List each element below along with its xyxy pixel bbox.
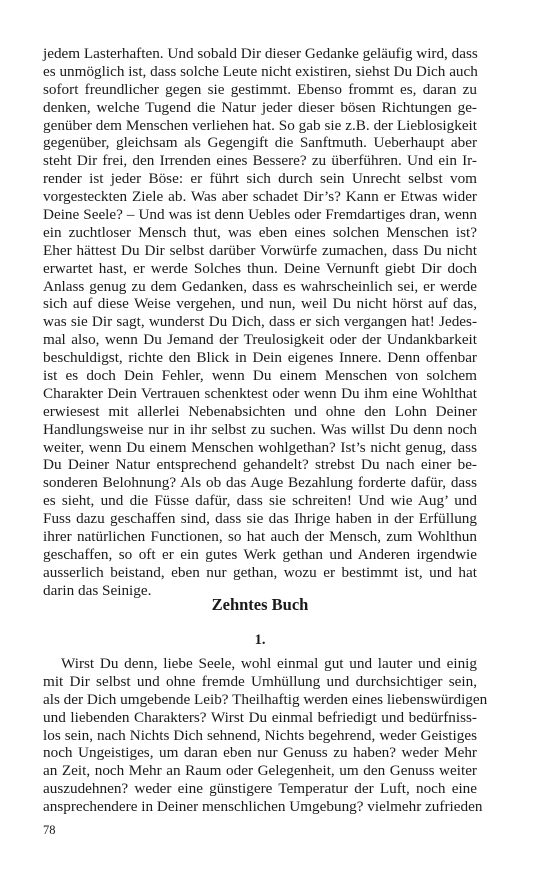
text-line: Fuss dazu geschaffen sind, dass sie das Ihrige haben in der Erfüllung: [43, 510, 477, 528]
text-line: und liebenden Charakters? Wirst Du einmal befriedigt und bedürfniss-: [43, 708, 477, 726]
section-paragraph: [43, 655, 488, 816]
text-line: gegenüber, gleichsam als Gegengift die Sanftmuth. Ueberhaupt aber: [43, 134, 477, 152]
text-line: ihrer natürlichen Functionen, so hat auch der Mensch, zum Wohlthun: [43, 528, 477, 546]
text-line: render ist jeder Böse: er führt sich durch sein Unrecht selbst vom: [43, 170, 477, 188]
text-line: es unmöglich ist, dass solche Leute nicht existiren, siehst Du Dich auch: [43, 62, 478, 80]
text-line: mal also, wenn Du Jemand der Treulosigkeit oder der Undankbarkeit: [43, 331, 477, 349]
text-line: Anlass genug zu dem Gedanken, dass es wahrscheinlich sei, er werde: [43, 277, 477, 295]
text-line: Charakter Dein Vertrauen schenktest oder wenn Du ihm eine Wohlthat: [43, 384, 477, 402]
text-line: Handlungsweise nur in ihr selbst zu suchen. Was willst Du denn noch: [43, 420, 477, 438]
text-line: ein zuchtloser Mensch thut, was eben eines solchen Menschen ist?: [43, 223, 477, 241]
text-line: genüber dem Menschen verliehen hat. So gab sie z.B. der Lieblosigkeit: [43, 116, 477, 134]
text-line: Du Deiner Natur entsprechend gehandelt? strebst Du nach einer be-: [43, 456, 477, 474]
text-line: geschaffen, so oft er ein gutes Werk gethan und Anderen irgendwie: [43, 545, 477, 563]
text-line: los sein, nach Nichts Dich sehnend, Nichts begehrend, weder Geistiges: [43, 726, 477, 744]
text-line: steht Dir frei, den Irrenden eines Bessere? zu überführen. Und ein Ir-: [43, 152, 477, 170]
text-line: sich auf diese Weise vergehen, und nun, weil Du nicht hörst auf das,: [43, 295, 477, 313]
page-number: 78: [43, 823, 56, 837]
text-line: noch Ungeistiges, um daran eben nur Genuss zu haben? weder Mehr: [43, 744, 477, 762]
text-line: ist es doch Dein Fehler, wenn Du einem Menschen von solchem: [43, 367, 477, 385]
section-number: 1.: [254, 632, 266, 648]
text-line: an Zeit, noch Mehr an Raum oder Gelegenheit, um den Genuss weiter: [43, 762, 477, 780]
text-line: als der Dich umgebende Leib? Theilhaftig werden eines liebenswürdigen: [43, 690, 488, 708]
text-line: denken, welche Tugend die Natur jeder dieser bösen Richtungen ge-: [43, 98, 477, 116]
text-line: was sie Dir sagt, wunderst Du Dich, dass er sich vergangen hat! Jedes-: [43, 313, 477, 331]
text-line: darin das Seinige.: [43, 581, 152, 599]
text-line: vorgesteckten Ziele ab. Was aber schadet Dir’s? Kann er Etwas wider: [43, 188, 477, 206]
text-line: es sieht, und die Füsse dafür, dass sie schreiten! Und wie Aug’ und: [43, 492, 477, 510]
text-line: erwartet hast, er werde Solches thun. Deine Vernunft giebt Dir doch: [43, 259, 477, 277]
text-line: ausserlich beistand, eben nur gethan, wozu er bestimmt ist, und hat: [43, 563, 477, 581]
text-line: beschuldigst, richte den Blick in Dein eigenes Innere. Denn offenbar: [43, 349, 477, 367]
text-line: jedem Lasterhaften. Und sobald Dir dieser Gedanke geläufig wird, dass: [43, 45, 478, 62]
text-line: Eher hättest Du Dir selbst darüber Vorwürfe zumachen, dass Du nicht: [43, 241, 477, 259]
text-line: Deine Seele? – Und was ist denn Uebles oder Fremdartiges dran, wenn: [43, 206, 477, 224]
text-line: sofort freundlicher gegen sie gestimmt. Ebenso frommt es, daran zu: [43, 80, 477, 98]
text-line: erwiesest mit allerlei Nebenabsichten und ohne den Lohn Deiner: [43, 402, 477, 420]
body-text-paragraph: [43, 45, 477, 600]
text-line: sonderen Belohnung? Als ob das Auge Bezahlung forderte dafür, dass: [43, 474, 477, 492]
text-line: auszudehnen? weder eine günstigere Temperatur der Luft, noch eine: [43, 780, 477, 798]
chapter-heading: Zehntes Buch: [211, 595, 309, 614]
text-line: mit Dir selbst und ohne fremde Umhüllung und durchsichtiger sein,: [43, 672, 477, 690]
text-line: weiter, wenn Du einem Menschen wohlgethan? Ist’s nicht genug, dass: [43, 438, 477, 456]
text-line: ansprechendere in Deiner menschlichen Umgebung? vielmehr zufrieden: [43, 798, 483, 816]
text-line: Wirst Du denn, liebe Seele, wohl einmal gut und lauter und einig: [61, 655, 477, 672]
